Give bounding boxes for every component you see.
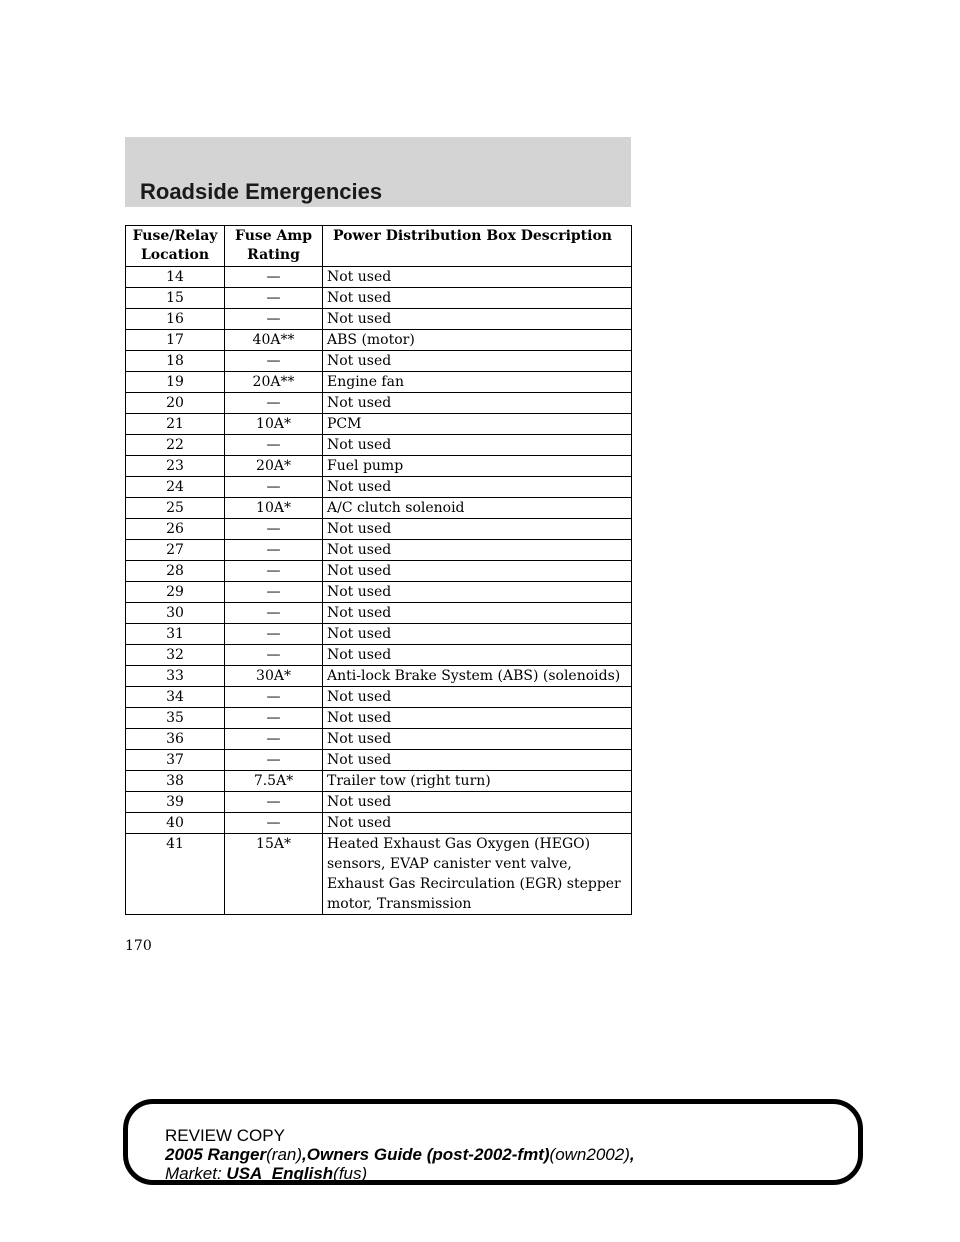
- cell-description: Not used: [323, 645, 632, 666]
- cell-description: Heated Exhaust Gas Oxygen (HEGO) sensors, EVAP canister vent valve, Exhaust Gas Recirculation (EGR) stepper motor, Transmission: [323, 834, 632, 915]
- cell-amp-rating: 7.5A*: [225, 771, 323, 792]
- table-row: [126, 456, 632, 477]
- cell-location: 31: [126, 624, 225, 645]
- table-row: [126, 813, 632, 834]
- cell-amp-rating: —: [225, 624, 323, 645]
- cell-description: PCM: [323, 414, 632, 435]
- cell-amp-rating: 15A*: [225, 834, 323, 915]
- table-row: [126, 582, 632, 603]
- table-row: [126, 267, 632, 288]
- cell-description: Not used: [323, 582, 632, 603]
- header-description: Power Distribution Box Description: [323, 226, 632, 267]
- cell-amp-rating: —: [225, 477, 323, 498]
- cell-location: 29: [126, 582, 225, 603]
- table-row: [126, 666, 632, 687]
- cell-location: 28: [126, 561, 225, 582]
- table-row: [126, 477, 632, 498]
- cell-amp-rating: —: [225, 687, 323, 708]
- table-row: [126, 330, 632, 351]
- cell-amp-rating: —: [225, 351, 323, 372]
- cell-amp-rating: —: [225, 561, 323, 582]
- table-row: [126, 792, 632, 813]
- cell-amp-rating: —: [225, 813, 323, 834]
- table-row: [126, 519, 632, 540]
- review-market: USA_English: [226, 1164, 334, 1183]
- cell-description: Not used: [323, 687, 632, 708]
- cell-description: Not used: [323, 351, 632, 372]
- cell-amp-rating: —: [225, 267, 323, 288]
- cell-description: Not used: [323, 729, 632, 750]
- table-row: [126, 540, 632, 561]
- cell-description: Not used: [323, 477, 632, 498]
- review-market-line: [165, 1164, 635, 1183]
- cell-amp-rating: —: [225, 708, 323, 729]
- cell-description: Not used: [323, 288, 632, 309]
- cell-description: Not used: [323, 750, 632, 771]
- table-row: [126, 771, 632, 792]
- cell-amp-rating: —: [225, 435, 323, 456]
- cell-amp-rating: —: [225, 645, 323, 666]
- cell-amp-rating: —: [225, 792, 323, 813]
- cell-amp-rating: —: [225, 750, 323, 771]
- cell-location: 38: [126, 771, 225, 792]
- review-copy-text: [165, 1126, 635, 1183]
- table-row: [126, 372, 632, 393]
- cell-description: Not used: [323, 540, 632, 561]
- cell-description: Not used: [323, 813, 632, 834]
- cell-description: Trailer tow (right turn): [323, 771, 632, 792]
- table-row: [126, 309, 632, 330]
- table-row: [126, 414, 632, 435]
- cell-description: Not used: [323, 624, 632, 645]
- cell-description: Not used: [323, 267, 632, 288]
- cell-location: 26: [126, 519, 225, 540]
- cell-location: 27: [126, 540, 225, 561]
- cell-description: A/C clutch solenoid: [323, 498, 632, 519]
- review-copy-label: REVIEW COPY: [165, 1126, 285, 1145]
- table-row: [126, 498, 632, 519]
- cell-location: 21: [126, 414, 225, 435]
- cell-description: Not used: [323, 393, 632, 414]
- cell-location: 37: [126, 750, 225, 771]
- cell-location: 25: [126, 498, 225, 519]
- table-row: [126, 729, 632, 750]
- cell-location: 40: [126, 813, 225, 834]
- cell-location: 35: [126, 708, 225, 729]
- section-header: [125, 137, 631, 207]
- table-row: [126, 750, 632, 771]
- cell-location: 30: [126, 603, 225, 624]
- cell-description: Anti-lock Brake System (ABS) (solenoids): [323, 666, 632, 687]
- cell-description: Not used: [323, 708, 632, 729]
- cell-location: 39: [126, 792, 225, 813]
- cell-location: 17: [126, 330, 225, 351]
- cell-location: 18: [126, 351, 225, 372]
- cell-location: 24: [126, 477, 225, 498]
- cell-location: 22: [126, 435, 225, 456]
- table-row: [126, 687, 632, 708]
- cell-amp-rating: —: [225, 582, 323, 603]
- cell-amp-rating: —: [225, 519, 323, 540]
- cell-description: Not used: [323, 792, 632, 813]
- review-market-code: (fus): [333, 1164, 368, 1183]
- cell-location: 16: [126, 309, 225, 330]
- review-separator-1: ,: [302, 1145, 307, 1164]
- table-row: [126, 435, 632, 456]
- table-row: [126, 603, 632, 624]
- cell-location: 23: [126, 456, 225, 477]
- cell-location: 19: [126, 372, 225, 393]
- cell-amp-rating: 10A*: [225, 498, 323, 519]
- table-row: [126, 393, 632, 414]
- cell-amp-rating: —: [225, 540, 323, 561]
- cell-amp-rating: —: [225, 603, 323, 624]
- review-separator-2: ,: [629, 1145, 635, 1164]
- table-header-row: [126, 226, 632, 267]
- cell-location: 15: [126, 288, 225, 309]
- cell-location: 41: [126, 834, 225, 915]
- fuse-table-body: [126, 267, 632, 915]
- table-row: [126, 708, 632, 729]
- table-row: [126, 624, 632, 645]
- table-row: [126, 288, 632, 309]
- page-number: 170: [125, 938, 152, 954]
- cell-amp-rating: 30A*: [225, 666, 323, 687]
- header-amp-rating: Fuse Amp Rating: [225, 226, 323, 267]
- cell-description: Not used: [323, 435, 632, 456]
- cell-amp-rating: 20A**: [225, 372, 323, 393]
- table-row: [126, 351, 632, 372]
- review-guide: Owners Guide (post-2002-fmt): [306, 1145, 550, 1164]
- cell-amp-rating: —: [225, 393, 323, 414]
- cell-location: 20: [126, 393, 225, 414]
- section-title: Roadside Emergencies: [140, 179, 383, 204]
- cell-location: 33: [126, 666, 225, 687]
- cell-description: Not used: [323, 561, 632, 582]
- cell-description: Not used: [323, 309, 632, 330]
- cell-amp-rating: —: [225, 288, 323, 309]
- cell-description: Engine fan: [323, 372, 632, 393]
- cell-amp-rating: —: [225, 309, 323, 330]
- fuse-table: [125, 225, 632, 915]
- cell-location: 36: [126, 729, 225, 750]
- table-row: [126, 834, 632, 915]
- review-guide-code: (own2002): [549, 1145, 630, 1164]
- cell-location: 32: [126, 645, 225, 666]
- cell-amp-rating: 10A*: [225, 414, 323, 435]
- review-model: 2005 Ranger: [165, 1145, 267, 1164]
- cell-amp-rating: 20A*: [225, 456, 323, 477]
- cell-location: 14: [126, 267, 225, 288]
- cell-description: ABS (motor): [323, 330, 632, 351]
- cell-amp-rating: 40A**: [225, 330, 323, 351]
- table-row: [126, 561, 632, 582]
- review-model-code: (ran): [266, 1145, 303, 1164]
- cell-description: Fuel pump: [323, 456, 632, 477]
- review-market-label: Market:: [165, 1164, 222, 1183]
- cell-description: Not used: [323, 519, 632, 540]
- table-row: [126, 645, 632, 666]
- cell-amp-rating: —: [225, 729, 323, 750]
- review-model-line: [165, 1145, 635, 1164]
- header-location: Fuse/Relay Location: [126, 226, 225, 267]
- cell-location: 34: [126, 687, 225, 708]
- cell-description: Not used: [323, 603, 632, 624]
